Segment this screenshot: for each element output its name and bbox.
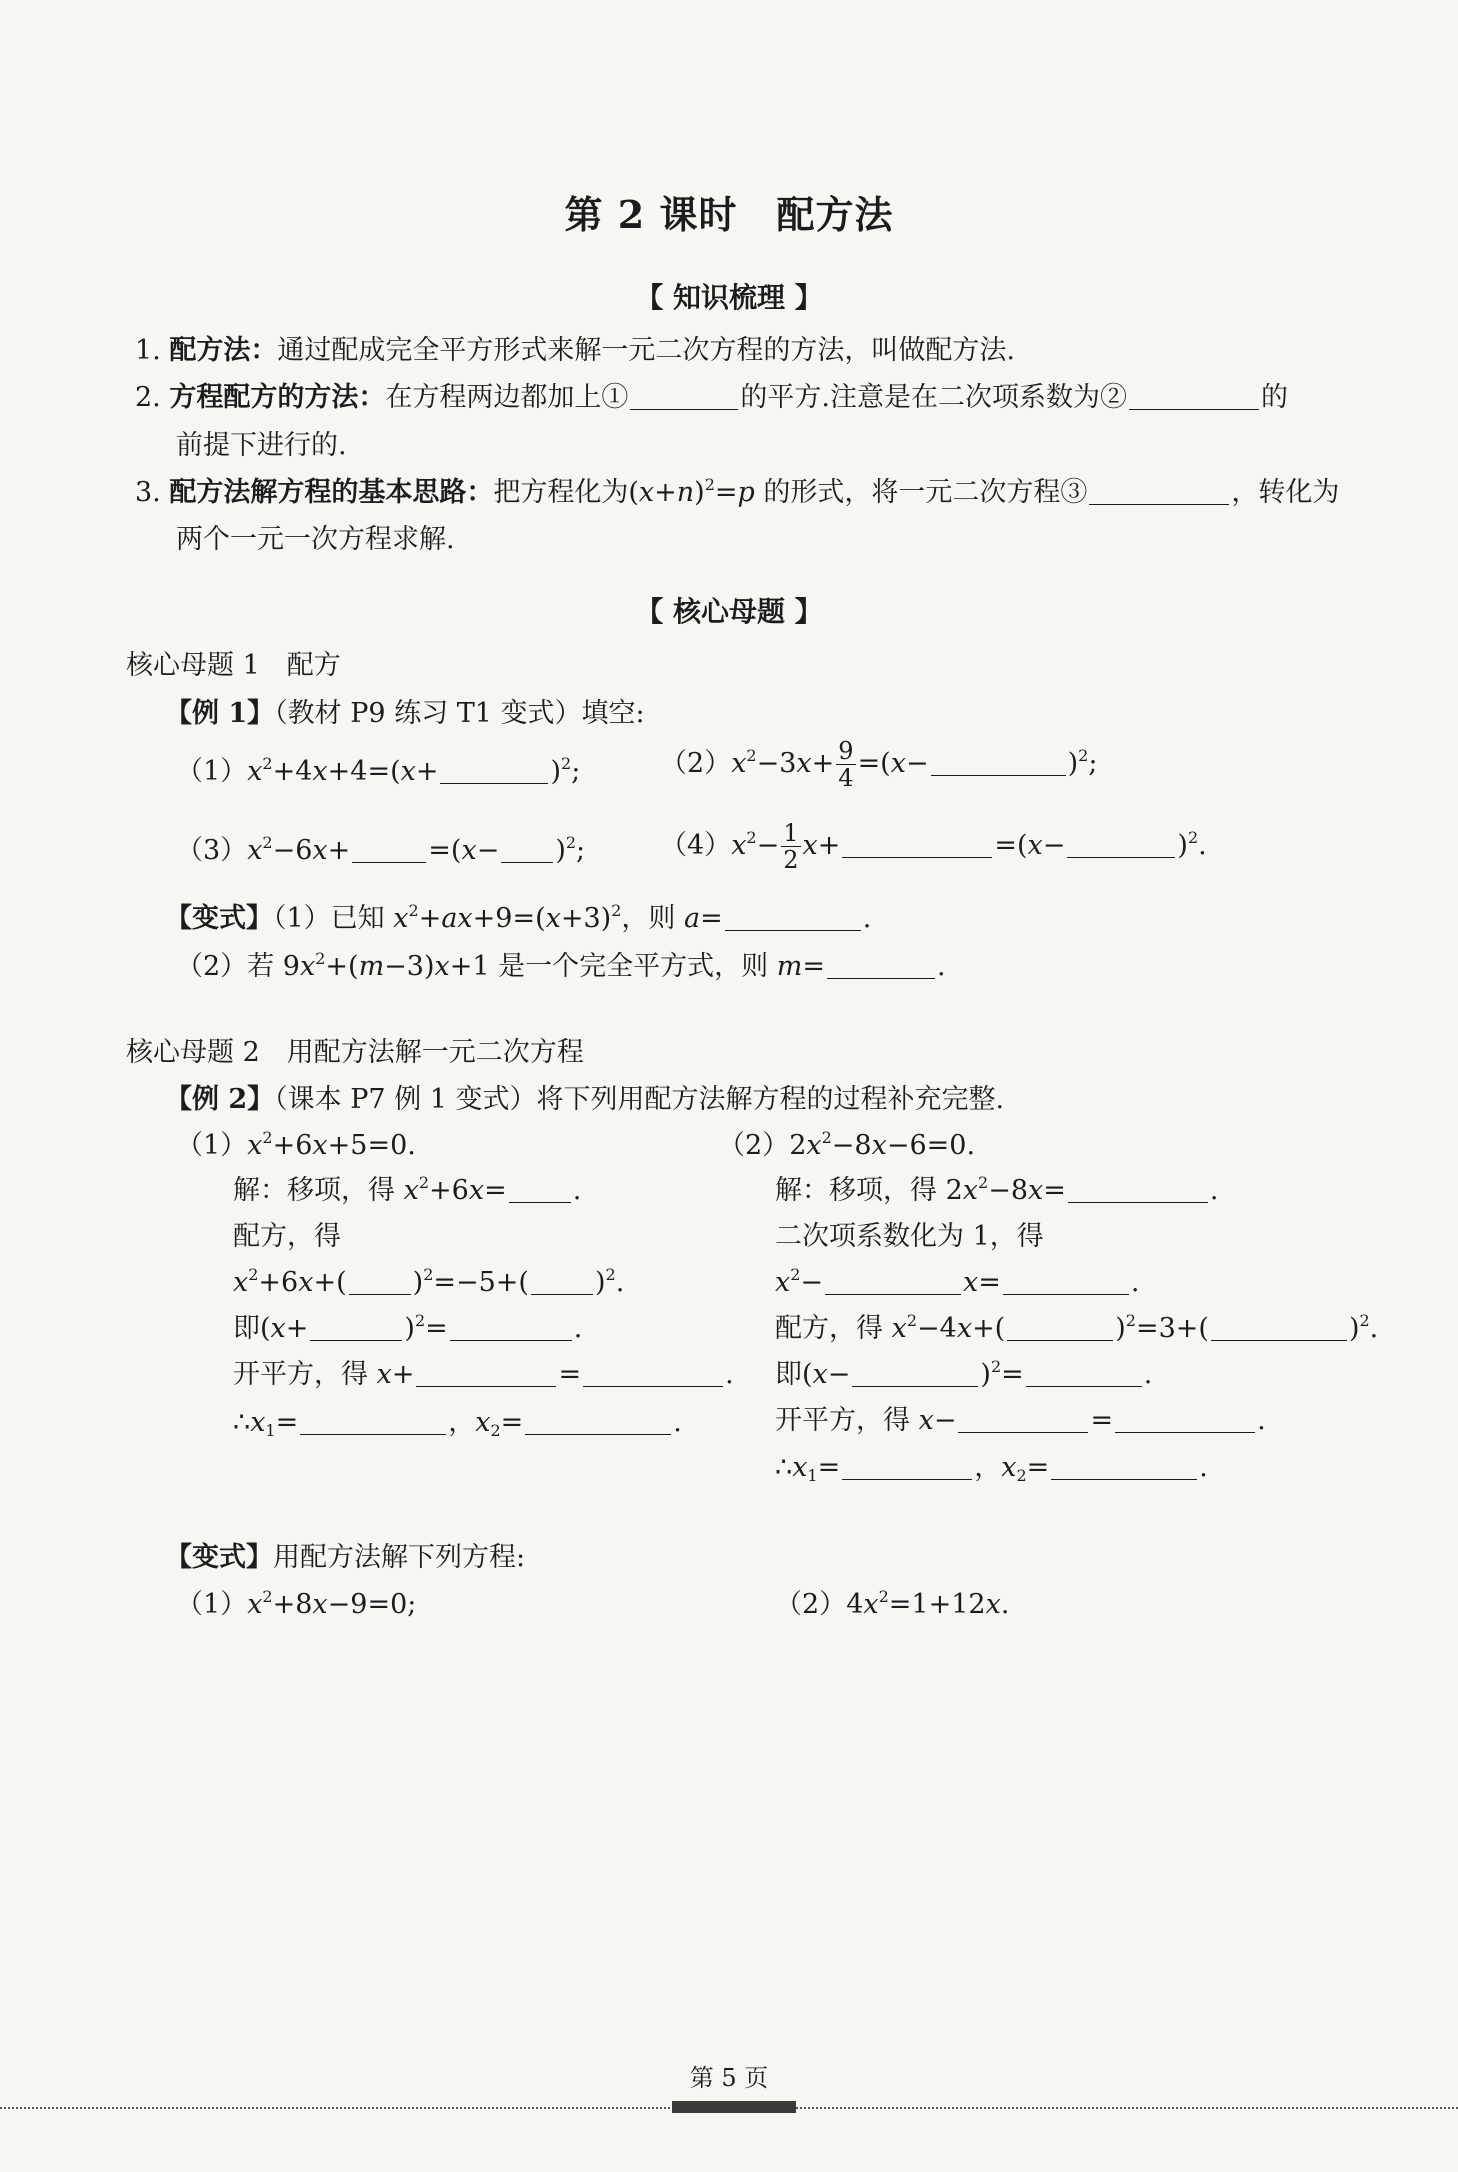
- answer-blank[interactable]: [349, 1266, 411, 1295]
- answer-blank[interactable]: [842, 829, 992, 858]
- answer-blank[interactable]: [352, 834, 426, 863]
- fraction: $\frac{1}{2}$: [783, 819, 799, 874]
- answer-blank[interactable]: [1051, 1451, 1197, 1480]
- solution-2-line-5: 即$(x- )^2=$ .: [775, 1357, 1153, 1390]
- example-2-item-1: $(1)x^2+6x+5=0$.: [176, 1128, 416, 1161]
- solution-2-line-4: 配方，得 $x^2-4x+$( )$^2$=3+( )$^2$.: [775, 1311, 1379, 1344]
- answer-blank[interactable]: [525, 1406, 671, 1435]
- footer-bar: [672, 2101, 796, 2113]
- example-2-item-2: $(2)2x^2-8x-6=0$.: [718, 1128, 976, 1161]
- core-problem-2-title: 核心母题 2 用配方法解一元二次方程: [126, 1037, 584, 1068]
- solution-2-line-3: $x^2- x=$ .: [775, 1265, 1140, 1298]
- variant-2-header: 【变式】用配方法解下列方程:: [165, 1542, 526, 1573]
- knowledge-item-3: 3. 配方法解方程的基本思路：把方程化为$(x+n)^2=p$ 的形式，将一元二次方程③ ，转化为: [135, 475, 1340, 508]
- example-2-header: 【例 2】（课本 P7 例 1 变式）将下列用配方法解方程的过程补充完整.: [165, 1084, 1005, 1115]
- answer-blank[interactable]: [825, 1266, 961, 1295]
- answer-blank[interactable]: [958, 1404, 1088, 1433]
- variant-1-item-1: 【变式】（1）已知 $x^2+ax+9=(x+3)^2$，则 a= .: [165, 901, 872, 934]
- answer-blank[interactable]: [1067, 829, 1175, 858]
- answer-blank[interactable]: [450, 1312, 572, 1341]
- answer-blank[interactable]: [1068, 1174, 1208, 1203]
- solution-1-line-5: 开平方，得 x+ = .: [233, 1359, 734, 1390]
- answer-blank[interactable]: [501, 834, 553, 863]
- answer-blank[interactable]: [842, 1451, 972, 1480]
- answer-blank[interactable]: [1026, 1358, 1142, 1387]
- knowledge-item-2: 2. 方程配方的方法：在方程两边都加上① 的平方.注意是在二次项系数为② 的: [135, 382, 1288, 413]
- variant-1-item-2: （2）若 $9x^2+(m-3)x+1$ 是一个完全平方式，则 m= .: [176, 949, 946, 982]
- answer-blank[interactable]: [310, 1312, 402, 1341]
- answer-blank[interactable]: [852, 1358, 978, 1387]
- solution-2-line-1: 解：移项，得 $2x^2-8x=$ .: [775, 1173, 1219, 1206]
- solution-2-line-2: 二次项系数化为 1，得: [775, 1221, 1044, 1252]
- answer-blank[interactable]: [1089, 476, 1229, 505]
- solution-1-line-6: $\therefore x_1=$ ，$x_2=$ .: [233, 1407, 682, 1440]
- answer-blank[interactable]: [583, 1358, 723, 1387]
- answer-blank[interactable]: [931, 747, 1066, 776]
- section-heading-knowledge: 【 知识梳理 】: [635, 281, 823, 314]
- answer-blank[interactable]: [416, 1358, 556, 1387]
- knowledge-item-2-cont: 前提下进行的.: [176, 430, 347, 461]
- example-1-item-4: $(4)x^2-$ $\frac{1}{2}$ $x+ =(x- )^2$.: [660, 819, 1207, 874]
- answer-blank[interactable]: [1211, 1312, 1347, 1341]
- answer-blank[interactable]: [827, 950, 935, 979]
- answer-blank[interactable]: [1115, 1404, 1255, 1433]
- knowledge-item-3-cont: 两个一元一次方程求解.: [176, 524, 455, 555]
- section-heading-core: 【 核心母题 】: [635, 595, 823, 628]
- answer-blank[interactable]: [531, 1266, 593, 1295]
- variant-2-item-1: $(1)x^2+8x-9=0$;: [176, 1587, 417, 1620]
- answer-blank[interactable]: [1007, 1312, 1113, 1341]
- answer-blank[interactable]: [725, 902, 861, 931]
- solution-2-line-6: 开平方，得 x− = .: [775, 1405, 1266, 1436]
- answer-blank[interactable]: [1129, 381, 1259, 410]
- core-problem-1-title: 核心母题 1 配方: [126, 650, 341, 681]
- page-number: 第 5 页: [689, 2064, 769, 2092]
- answer-blank[interactable]: [300, 1406, 446, 1435]
- example-1-item-2: $(2)x^2-3x+$ $\frac{9}{4}$ $=(x- )^2$;: [660, 737, 1098, 792]
- answer-blank[interactable]: [630, 381, 738, 410]
- knowledge-item-1: 1. 配方法：通过配成完全平方形式来解一元二次方程的方法，叫做配方法.: [135, 335, 1015, 366]
- fraction: $\frac{9}{4}$: [838, 737, 854, 792]
- variant-2-item-2: $(2)4x^2=1+12x$.: [775, 1587, 1010, 1620]
- answer-blank[interactable]: [509, 1174, 571, 1203]
- solution-1-line-4: 即$(x+ )^2=$ .: [233, 1311, 583, 1344]
- example-1-header: 【例 1】（教材 P9 练习 T1 变式）填空:: [165, 698, 645, 729]
- solution-1-line-2: 配方，得: [233, 1221, 341, 1252]
- page-title: 第 2 课时 配方法: [564, 192, 894, 237]
- answer-blank[interactable]: [1003, 1266, 1129, 1295]
- example-1-item-3: $(3)x^2-6x+ =(x- )^2$;: [176, 833, 586, 866]
- solution-1-line-1: 解：移项，得 $x^2+6x=$ .: [233, 1173, 582, 1206]
- answer-blank[interactable]: [440, 755, 548, 784]
- solution-2-line-7: $\therefore x_1=$ ，$x_2=$ .: [775, 1452, 1208, 1485]
- solution-1-line-3: $x^2+6x+$( )$^2$=−5+( )$^2$.: [233, 1265, 625, 1298]
- example-1-item-1: $(1)x^2+4x+4=(x+ )^2$;: [176, 754, 581, 787]
